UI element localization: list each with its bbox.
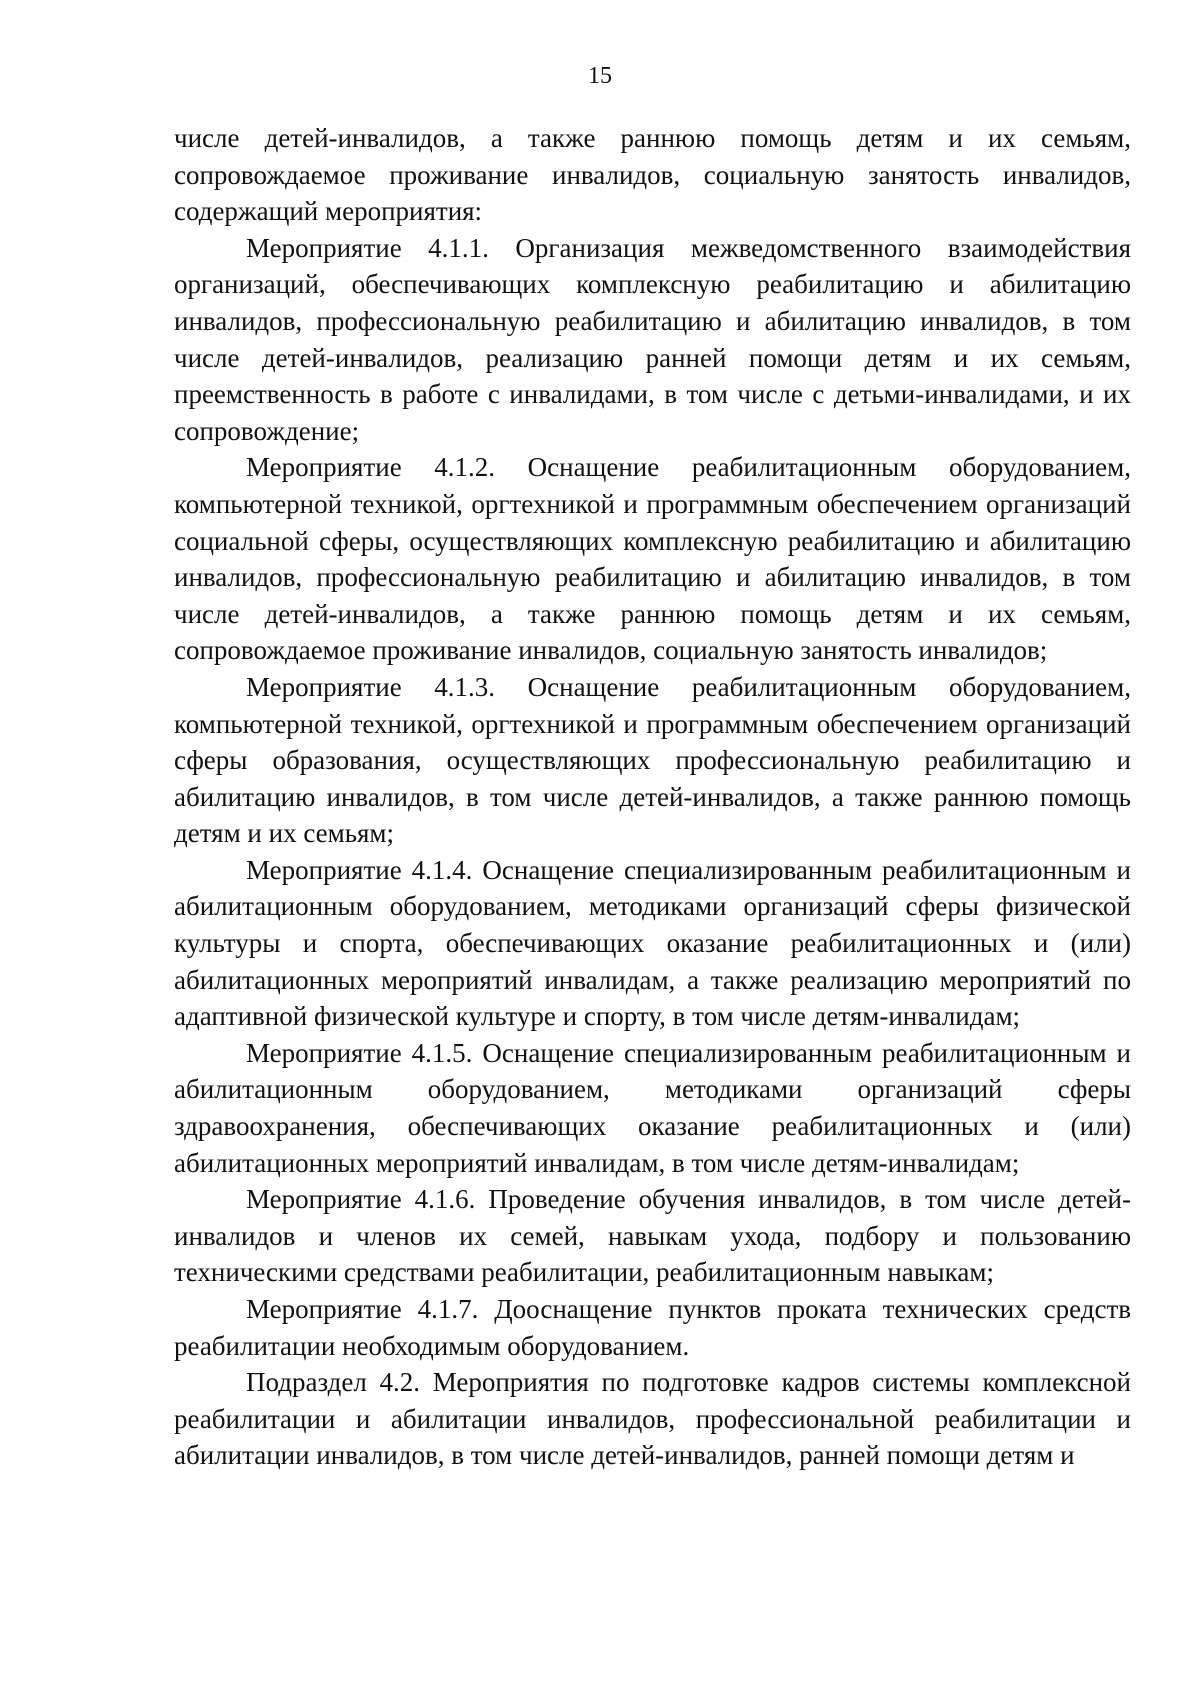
paragraph-measure-4-1-3: Мероприятие 4.1.3. Оснащение реабилитационным оборудованием, компьютерной техникой, оргтехникой и программным обеспечением организаций сферы образования, осуществляющих профессиональную реабилитацию и абилитацию инвалидов, в том числе детей-инвалидов, а также раннюю помощь детям и их семьям; [174, 671, 1131, 849]
paragraph-measure-4-1-4: Мероприятие 4.1.4. Оснащение специализированным реабилитационным и абилитационным оборудованием, методиками организаций сферы физической культуры и спорта, обеспечивающих оказание реабилитационных и (или) абилитационных мероприятий инвалидам, а также реализацию мероприятий по адаптивной физической культуре и спорту, в том числе детям-инвалидам; [174, 854, 1131, 1032]
paragraph-subsection-4-2: Подраздел 4.2. Мероприятия по подготовке кадров системы комплексной реабилитации и абилитации инвалидов, профессиональной реабилитации и абилитации инвалидов, в том числе детей-инвалидов, ранней помощи детям и [174, 1367, 1131, 1471]
paragraph-continuation: числе детей-инвалидов, а также раннюю помощь детям и их семьям, сопровождаемое проживание инвалидов, социальную занятость инвалидов, содержащий мероприятия: [174, 123, 1131, 227]
paragraph-measure-4-1-1: Мероприятие 4.1.1. Организация межведомственного взаимодействия организаций, обеспечивающих комплексную реабилитацию и абилитацию инвалидов, профессиональную реабилитацию и абилитацию инвалидов, в том числе детей-инвалидов, реализацию ранней помощи детям и их семьям, преемственность в работе с инвалидами, в том числе с детьми-инвалидами, и их сопровождение; [174, 232, 1131, 446]
paragraph-measure-4-1-5: Мероприятие 4.1.5. Оснащение специализированным реабилитационным и абилитационным оборудованием, методиками организаций сферы здравоохранения, обеспечивающих оказание реабилитационных и (или) абилитационных мероприятий инвалидам, в том числе детям-инвалидам; [174, 1037, 1131, 1178]
paragraph-measure-4-1-2: Мероприятие 4.1.2. Оснащение реабилитационным оборудованием, компьютерной техникой, оргтехникой и программным обеспечением организаций социальной сферы, осуществляющих комплексную реабилитацию и абилитацию инвалидов, профессиональную реабилитацию и абилитацию инвалидов, в том числе детей-инвалидов, а также раннюю помощь детям и их семьям, сопровождаемое проживание инвалидов, социальную занятость инвалидов; [174, 452, 1131, 666]
page-number: 15 [588, 63, 612, 89]
paragraph-measure-4-1-7: Мероприятие 4.1.7. Дооснащение пунктов проката технических средств реабилитации необходимым оборудованием. [174, 1294, 1131, 1361]
document-body [174, 120, 1131, 1474]
paragraph-measure-4-1-6: Мероприятие 4.1.6. Проведение обучения инвалидов, в том числе детей-инвалидов и членов их семей, навыкам ухода, подбору и пользованию техническими средствами реабилитации, реабилитационным навыкам; [174, 1184, 1131, 1288]
